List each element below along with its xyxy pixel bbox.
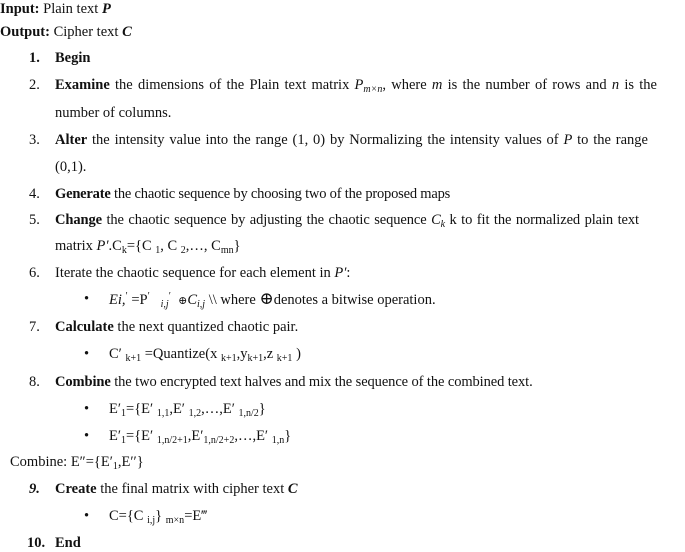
bullet-text: $E'_1=\{E'$ $_{1,1}$,E′ $_{1,2}$,…,E′ $_{1,n/2}$} (109, 401, 266, 419)
step-number: 10. (27, 535, 46, 551)
oplus-icon: ⊕ (259, 289, 274, 308)
bullet-text: Ei,′ =P′ $_{i,j}$′ $\oplus C_{i,j}$ \\ where ⊕denotes a bitwise operation. (109, 289, 436, 310)
step-text: Calculate the next quantized chaotic pair. (55, 319, 299, 335)
output-line (0, 23, 132, 41)
step-number: 8. (29, 374, 40, 390)
step-text: Generate the chaotic sequence by choosing two of the proposed maps (55, 186, 451, 202)
step-text: Examine the dimensions of the Plain text matrix $P_{m\times n}$, where m is the number of rows and n is the (55, 77, 657, 95)
bullet-text: C={C $_{i,j}$} $_{m\times n}$=E‴ (109, 508, 208, 526)
step-number: 2. (29, 77, 40, 93)
step-keyword: Begin (55, 50, 91, 66)
step-keyword: End (55, 535, 81, 551)
bullet-icon: • (84, 401, 90, 417)
step-2-cont: number of columns. (55, 105, 172, 121)
input-value: Plain text (43, 1, 102, 17)
step-number: 9. (29, 481, 40, 497)
step-text: Create the final matrix with cipher text C (55, 481, 298, 497)
bullet-icon: • (84, 346, 90, 362)
input-line (0, 0, 111, 18)
step-number: 6. (29, 265, 40, 281)
output-value: Cipher text (53, 24, 123, 40)
step-number: 4. (29, 186, 40, 202)
step-text: Combine the two encrypted text halves and mix the sequence of the combined text. (55, 374, 533, 390)
step-number: 1. (29, 50, 40, 66)
combine-line: Combine: $E''=\{E'_1,E''\}$ (10, 454, 144, 472)
step-text: Alter the intensity value into the range (1, 0) by Normalizing the intensity values of P to the range (55, 132, 648, 148)
bullet-icon: • (84, 508, 90, 524)
output-symbol: C (122, 24, 132, 40)
step-number: 3. (29, 132, 40, 148)
step-text: Change the chaotic sequence by adjusting the chaotic sequence $C_k$ k to fit the normalized plain text (55, 212, 639, 230)
step-3-cont: (0,1). (55, 159, 87, 175)
bullet-text: C′ $_{k+1}$ =Quantize(x $_{k+1},y_{k+1},z$ $_{k+1}$ ) (109, 346, 301, 364)
step-number: 7. (29, 319, 40, 335)
bullet-text: $E'_1=\{E'$ $_{1,n/2+1},E'_{1,n/2+2},\dots,E'$ $_{1,n}$} (109, 428, 292, 446)
bullet-icon: • (84, 291, 90, 307)
step-5-cont: matrix $P'.C_k=\{C$ $_1$, C $_2$,…, $C_{mn}$} (55, 238, 241, 256)
input-symbol: P (101, 1, 111, 17)
bullet-icon: • (84, 428, 90, 444)
step-number: 5. (29, 212, 40, 228)
input-label: Input: (0, 1, 40, 17)
output-label: Output: (0, 24, 50, 40)
step-text: Iterate the chaotic sequence for each element in P′: (55, 265, 351, 281)
